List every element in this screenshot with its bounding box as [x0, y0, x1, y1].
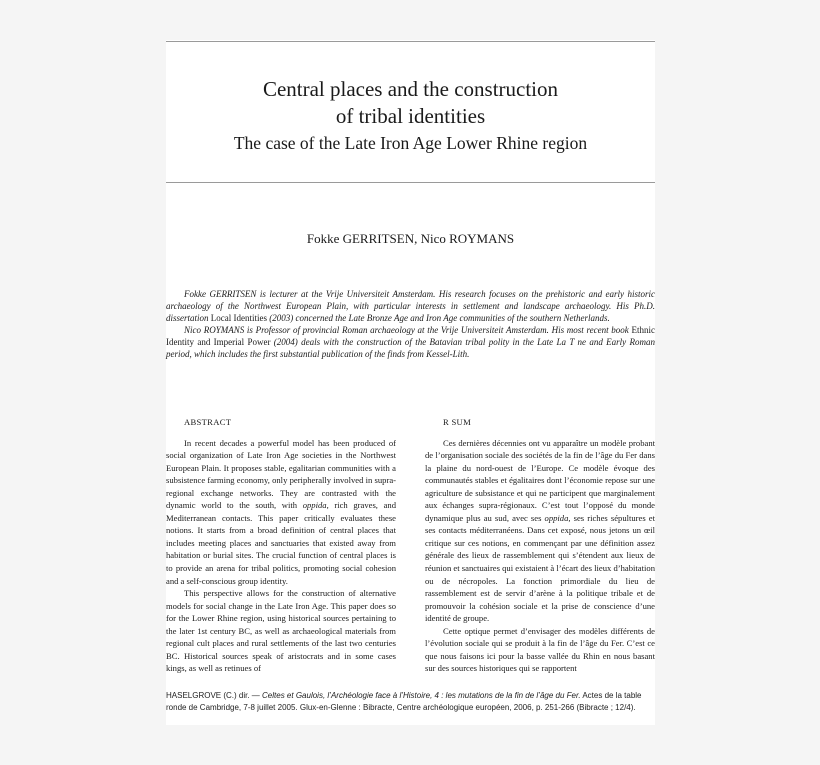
resume-paragraph-2: Cette optique permet d’envisager des modèles différents de l’évolution sociale qui se produit à la fin de l’âge du Fer. C’est ce que nous faisons ici pour la basse vallée du Rhin en nous basant sur des sources historiques qui se rapportent	[425, 625, 655, 674]
resume-paragraph-1	[425, 437, 655, 625]
abstract-column	[166, 416, 396, 675]
title-line-2: of tribal identities	[335, 104, 486, 128]
bio-gerritsen-text-b: (2003) concerned the Late Bronze Age and Iron Age communities of the southern Netherlands.	[267, 313, 610, 323]
bio-roymans	[166, 324, 655, 360]
bio-gerritsen-book-title: Local Identities	[210, 313, 267, 323]
bio-roymans-text-b: (2004) deals with the construction of the Batavian tribal polity in the Late La T ne and Early Roman period, which includes the first substantial publication of the finds from Kessel-Lith.	[166, 337, 655, 359]
resume-p1-text-a: Ces dernières décennies ont vu apparaître un modèle probant de l’organisation sociale des sociétés de la fin de l’âge du Fer dans la plaine du nord-ouest de l’Europe. Ce modèle évoque des communautés stables et égalitaires dont l’économie repose sur une agriculture de subsistance et qui ne participent que marginalement aux échanges supra-régionaux. C’est tout l’opposé du monde dynamique plus au sud, avec ses	[425, 437, 655, 523]
abstract-p1-text-a: In recent decades a powerful model has been produced of social organization of Late Iron Age societies in the Northwest European Plain. It proposes stable, egalitarian communities with a subsistence farming economy, only peripherally involved in supra-regional exchange networks. They are contrasted with the dynamic world to the south, with	[166, 437, 396, 511]
resume-p1-oppida: oppida	[544, 512, 569, 523]
title-bottom-rule	[166, 182, 655, 183]
subtitle: The case of the Late Iron Age Lower Rhine region	[233, 133, 588, 153]
resume-column	[425, 416, 655, 675]
bio-gerritsen	[166, 288, 655, 324]
bio-roymans-book-title: Ethnic Identity and Imperial Power	[166, 325, 655, 347]
abstract-heading: ABSTRACT	[184, 417, 232, 427]
footer-text-a: HASELGROVE (C.) dir. —	[166, 691, 263, 700]
author-bios	[166, 288, 655, 360]
title-block	[166, 76, 655, 155]
abstract-paragraph-2: This perspective allows for the construction of alternative models for social change in the Late Iron Age. This paper does so for the Lower Rhine region, using historical sources pertaining to the later 1st century BC, as well as archaeological materials from regional cult places and rural settlements of the last two centuries BC. Historical sources speak of aristocrats and in some cases kings, as well as retinues of	[166, 588, 396, 674]
authors: Fokke GERRITSEN, Nico ROYMANS	[306, 231, 515, 246]
citation-footer	[166, 690, 655, 713]
footer-text-b: Actes de la table ronde de Cambridge, 7-8 juillet 2005. Glux-en-Glenne : Bibracte, Centre archéologique européen, 2006, p. 251-266 (Bibracte ; 12/4).	[166, 691, 642, 712]
abstract-paragraph-1	[166, 437, 396, 588]
abstract-p1-text-b: , rich graves, and Mediterranean contacts. This paper critically evaluates these notions. It starts from a broad definition of central places that includes meeting places and sanctuaries that existed away from habitation or burial sites. The crucial function of central places is to provide an arena for tribal politics, promoting social cohesion and a self-conscious group identity.	[166, 500, 396, 586]
resume-p1-text-b: , ses riches sépultures et ses contacts méditerranéens. Dans cet exposé, nous jetons un œil critique sur ces notions, en commençant par une définition assez générale des lieux de rassemblement qui s’étendent aux lieux de réunion et sanctuaires qui existaient à l’écart des lieux d’habitation ou de nécropoles. La fonction primordiale du lieu de rassemblement est de servir d’arène à la politique tribale et de promouvoir la cohésion sociale et la prise de conscience d’une identité de groupe.	[425, 512, 656, 624]
bio-roymans-text-a: Nico ROYMANS is Professor of provincial Roman archaeology at the Vrije Universiteit Amsterdam. His most recent book	[184, 325, 632, 335]
top-rule	[166, 41, 655, 42]
title-line-1: Central places and the construction	[262, 77, 559, 101]
paper-page	[166, 40, 655, 725]
abstract-p1-oppida: oppida	[302, 500, 327, 511]
footer-volume-title: Celtes et Gaulois, l’Archéologie face à l’Histoire, 4 : les mutations de la fin de l’âge du Fer.	[262, 691, 581, 700]
bio-gerritsen-text-a: Fokke GERRITSEN is lecturer at the Vrije Universiteit Amsterdam. His research focuses on the prehistoric and early historic archaeology of the Northwest European Plain, with particular interests in settlement and landscape archaeology. His Ph.D. dissertation	[166, 289, 655, 323]
resume-heading: R SUM	[443, 417, 472, 427]
